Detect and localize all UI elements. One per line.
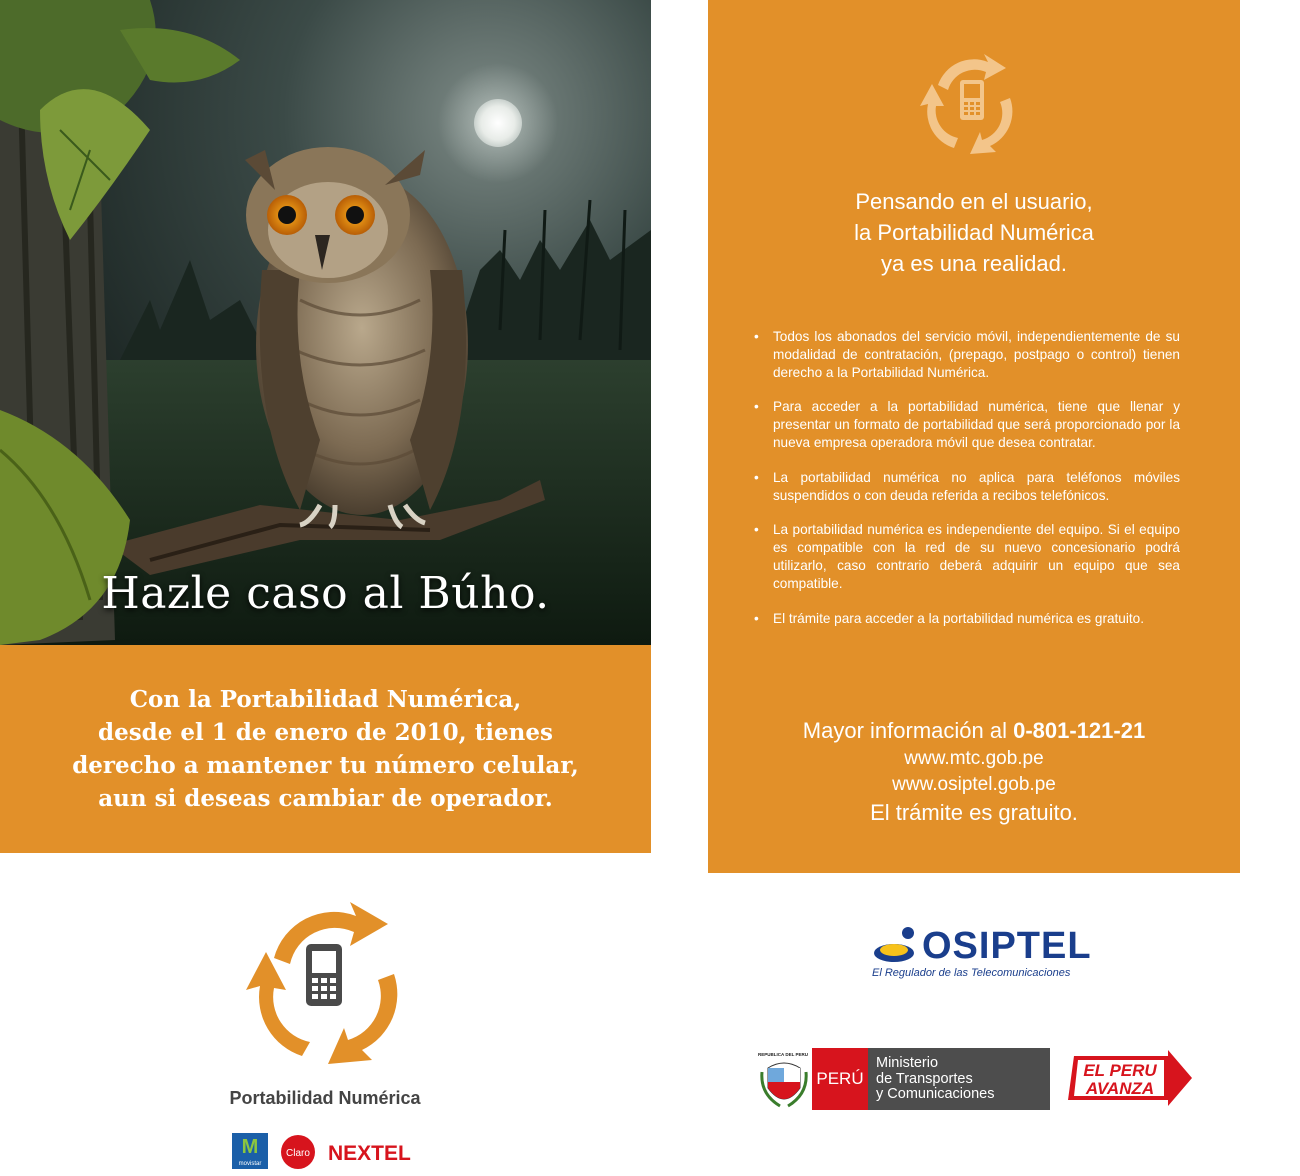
osiptel-emblem <box>872 925 920 965</box>
operator-logos <box>232 1133 432 1171</box>
left-message-line: desde el 1 de enero de 2010, tienes <box>97 719 553 746</box>
left-message-line: Con la Portabilidad Numérica, <box>129 686 522 713</box>
osiptel-name: OSIPTEL <box>922 925 1092 967</box>
portability-recycle-icon <box>244 898 420 1070</box>
movistar-text: movistar <box>238 1161 262 1167</box>
list-item: • Todos los abonados del servicio móvil, independientemente de su modalidad de contratación, (prepago, postpago o control) tienen derecho a la Portabilidad Numérica. <box>752 328 1180 381</box>
avanza-line-1: EL PERU <box>1083 1061 1157 1080</box>
ministerio-line: y Comunicaciones <box>876 1086 995 1102</box>
operator-logos-graphic <box>232 1133 432 1171</box>
osiptel-logo <box>872 925 1092 985</box>
contact-info <box>708 716 1240 828</box>
el-peru-avanza-logo <box>1068 1050 1196 1108</box>
list-item: • El trámite para acceder a la portabilidad numérica es gratuito. <box>752 610 1180 628</box>
free-note: El trámite es gratuito. <box>870 800 1078 825</box>
portability-recycle-icon-small <box>918 50 1028 158</box>
list-item: • La portabilidad numérica no aplica para teléfonos móviles suspendidos o con deuda referida a recibos telefónicos. <box>752 469 1180 505</box>
mtc-ministry-logo <box>756 1048 1050 1112</box>
owl-illustration <box>0 0 651 645</box>
tagline-line: ya es una realidad. <box>881 251 1067 276</box>
ministerio-label <box>868 1048 1050 1110</box>
list-item: • La portabilidad numérica es independiente del equipo. Si el equipo es compatible con la red de su nuevo concesionario podrá utilizarlo, caso contrario deberá adquirir un equipo que sea compatible. <box>752 521 1180 592</box>
info-bullet-list <box>752 328 1180 627</box>
owl-night-photo <box>0 0 651 645</box>
poster-headline: Hazle caso al Búho. <box>101 568 550 619</box>
left-message-line: derecho a mantener tu número celular, <box>72 752 579 779</box>
tagline-line: la Portabilidad Numérica <box>854 220 1094 245</box>
contact-prefix: Mayor información al <box>802 718 1014 743</box>
osiptel-url-link[interactable]: www.osiptel.gob.pe <box>892 774 1056 795</box>
ministerio-line: Ministerio <box>876 1055 939 1071</box>
moon <box>474 99 522 147</box>
peru-label: PERÚ <box>812 1048 868 1110</box>
left-message-line: aun si deseas cambiar de operador. <box>98 785 553 812</box>
list-item: • Para acceder a la portabilidad numérica, tiene que llenar y presentar un formato de portabilidad que será proporcionado por la nueva empresa operadora móvil que desea contratar. <box>752 398 1180 451</box>
portabilidad-label: Portabilidad Numérica <box>229 1088 421 1108</box>
claro-text: Claro <box>286 1148 310 1159</box>
tagline-line: Pensando en el usuario, <box>855 189 1093 214</box>
left-message <box>0 683 651 815</box>
ministerio-line: de Transportes <box>876 1070 973 1087</box>
svg-text:M: M <box>241 1136 259 1158</box>
mtc-url-link[interactable]: www.mtc.gob.pe <box>904 748 1044 769</box>
avanza-line-2: AVANZA <box>1085 1079 1155 1098</box>
nextel-logo-text: NEXTEL <box>328 1142 411 1165</box>
info-tagline <box>708 186 1240 279</box>
peru-coat-of-arms <box>760 1058 808 1110</box>
phone-number[interactable]: 0-801-121-21 <box>1013 718 1146 743</box>
contact-line <box>708 716 1240 746</box>
avanza-arrow-graphic <box>1068 1050 1196 1108</box>
republica-label: REPUBLICA DEL PERU <box>757 1052 808 1057</box>
osiptel-tagline: El Regulador de las Telecomunicaciones <box>872 967 1071 979</box>
